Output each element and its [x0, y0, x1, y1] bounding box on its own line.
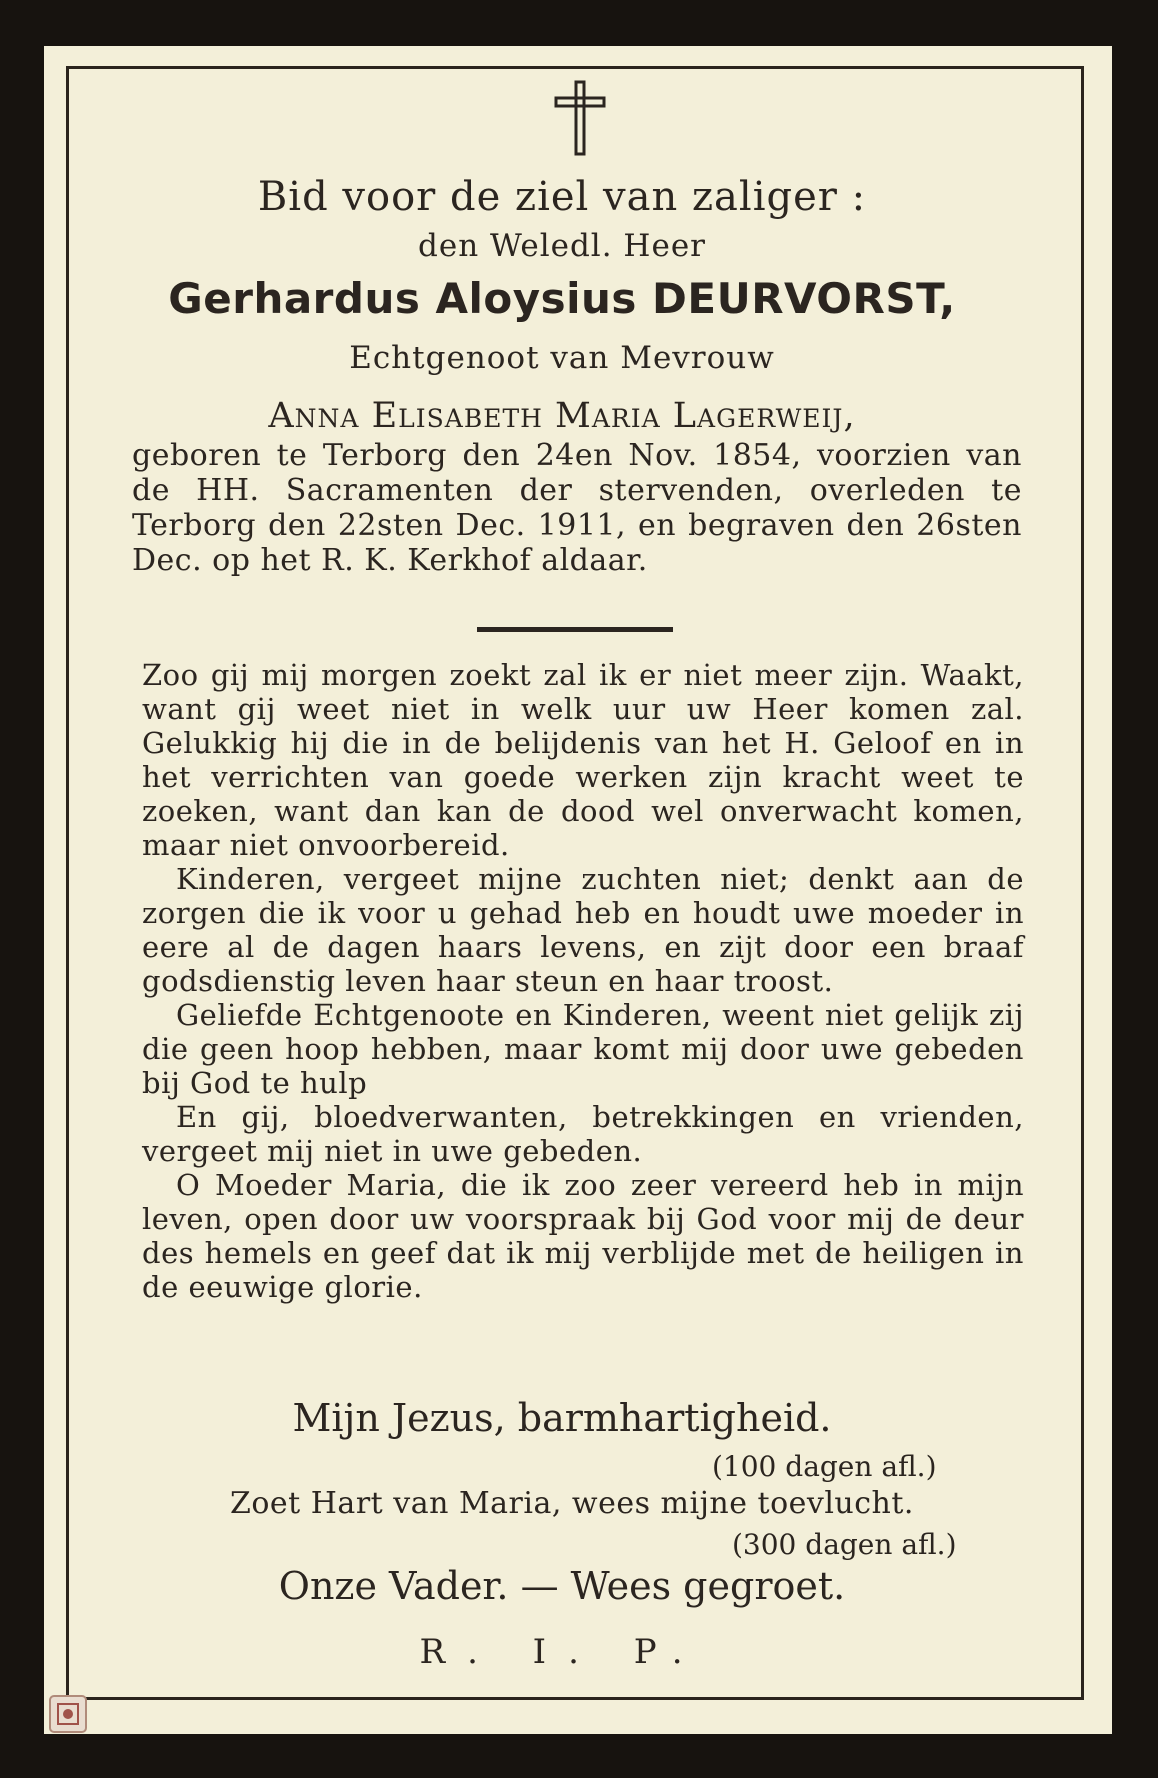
- prayer-line-1: Mijn Jezus, barmhartigheid.: [292, 1396, 832, 1440]
- biography-text: geboren te Terborg den 24en Nov. 1854, voorzien van de HH. Sacramenten der stervenden, overleden te Terborg den 22sten Dec. 1911, en begraven den 26sten Dec. op het R. K. Kerkhof aldaar.: [132, 438, 1022, 578]
- relation-line: Echtgenoot van Mevrouw: [349, 340, 775, 376]
- latin-cross-icon: [552, 78, 608, 158]
- archive-stamp-icon: [48, 1694, 88, 1734]
- section-divider: [477, 627, 673, 632]
- paragraph: O Moeder Maria, die ik zoo zeer vereerd heb in mijn leven, open door uw voorspraak bij God voor mij de deur des hemels en geef dat ik mij verblijde met de heiligen in de eeuwige glorie.: [142, 1168, 1024, 1304]
- rip-closing: R. I. P.: [419, 1632, 705, 1672]
- paragraph: En gij, bloedverwanten, betrekkingen en vrienden, vergeet mij niet in uwe gebeden.: [142, 1100, 1024, 1168]
- indulgence-note-1: (100 dagen afl.): [712, 1450, 937, 1483]
- paragraph: Kinderen, vergeet mijne zuchten niet; denkt aan de zorgen die ik voor u gehad heb en houdt uwe moeder in eere al de dagen haars levens, en zijt door een braaf godsdienstig leven haar steun en haar troost.: [142, 862, 1024, 998]
- paragraph: Geliefde Echtgenoote en Kinderen, weent niet gelijk zij die geen hoop hebben, maar komt mij door uwe gebeden bij God te hulp: [142, 998, 1024, 1100]
- honorific-line: den Weledl. Heer: [418, 228, 706, 264]
- farewell-text: [142, 658, 1024, 1304]
- indulgence-note-2: (300 dagen afl.): [732, 1528, 957, 1561]
- invocation-line: Bid voor de ziel van zaliger :: [257, 174, 867, 220]
- deceased-name: Gerhardus Aloysius DEURVORST,: [168, 274, 956, 323]
- prayer-line-2: Zoet Hart van Maria, wees mijne toevlucht.: [230, 1486, 914, 1521]
- prayer-line-3: Onze Vader. — Wees gegroet.: [278, 1564, 846, 1608]
- paragraph: Zoo gij mij morgen zoekt zal ik er niet meer zijn. Waakt, want gij weet niet in welk uur uw Heer komen zal. Gelukkig hij die in de belijdenis van het H. Geloof en in het verrichten van goede werken zijn kracht weet te zoeken, want dan kan de dood wel onverwacht komen, maar niet onvoorbereid.: [142, 658, 1024, 862]
- spouse-name: Anna Elisabeth Maria Lagerweij,: [268, 396, 856, 436]
